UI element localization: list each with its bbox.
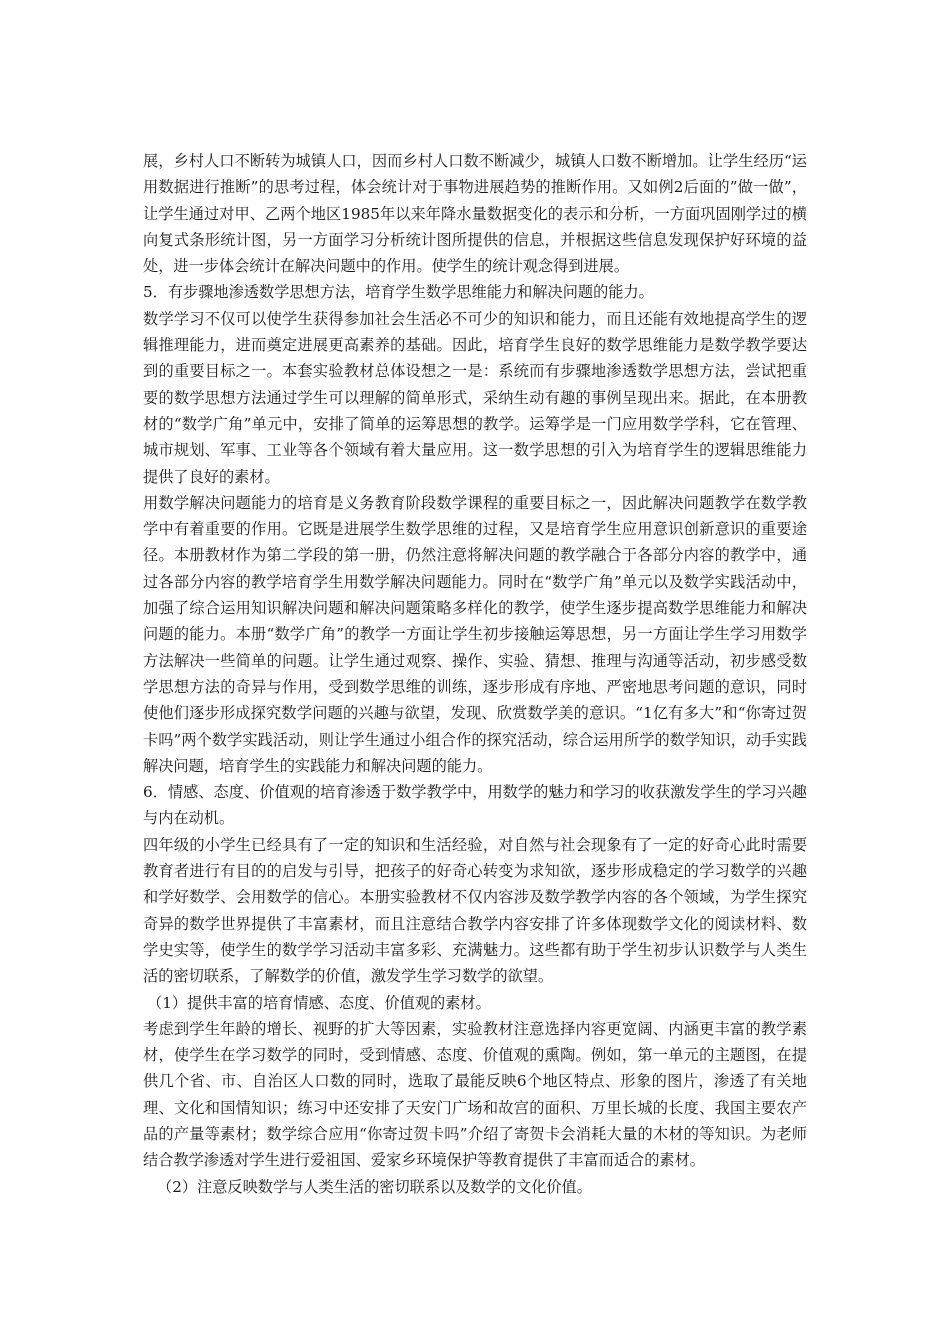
paragraph-fourth-grade-interest: 四年级的小学生已经具有了一定的知识和生活经验，对自然与社会现象有了一定的好奇心此时需要教育者进行有目的的启发与引导，把孩子的好奇心转变为求知欲，逐步形成稳定的学习数学的兴趣和学好数学、会用数学的信心。本册实验教材不仅内容涉及数学教学内容的各个领域，为学生探究奇异的数学世界提供了丰富素材，而且注意结合教学内容安排了许多体现数学文化的阅读材料、数学史实等，使学生的数学学习活动丰富多彩、充满魅力。这些都有助于学生初步认识数学与人类生活的密切联系，了解数学的价值，激发学生学习数学的欲望。 [143, 835, 807, 986]
document-page [143, 148, 807, 1200]
paragraph-problem-solving: 用数学解决问题能力的培育是义务教育阶段数学课程的重要目标之一，因此解决问题教学在数学教学中有着重要的作用。它既是进展学生数学思维的过程，又是培育学生应用意识创新意识的重要途径。本册教材作为第二学段的第一册，仍然注意将解决问题的教学融合于各部分内容的教学中，通过各部分内容的教学培育学生用数学解决问题能力。同时在“数学广角”单元以及数学实践活动中，加强了综合运用知识解决问题和解决问题策略多样化的教学，使学生逐步提高数学思维能力和解决问题的能力。本册“数学广角”的教学一方面让学生初步接触运筹思想，另一方面让学生学习用数学方法解决一些简单的问题。让学生通过观察、操作、实验、猜想、推理与沟通等活动，初步感受数学思想方法的奇异与作用，受到数学思维的训练，逐步形成有序地、严密地思考问题的意识，同时使他们逐步形成探究数学问题的兴趣与欲望，发现、欣赏数学美的意识。“1亿有多大”和“你寄过贺卡吗”两个数学实践活动，则让学生通过小组合作的探究活动，综合运用所学的数学知识，动手实践解决问题，培育学生的实践能力和解决问题的能力。 [143, 493, 807, 775]
subheading-item-1: （1）提供丰富的培育情感、态度、价值观的素材。 [147, 993, 491, 1012]
paragraph-statistics-trend: 展，乡村人口不断转为城镇人口，因而乡村人口数不断减少，城镇人口数不断增加。让学生经历“运用数据进行推断”的思考过程，体会统计对于事物进展趋势的推断作用。又如例2后面的”做一做”，让学生通过对甲、乙两个地区1985年以来年降水量数据变化的表示和分析，一方面巩固刚学过的横向复式条形统计图，另一方面学习分析统计图所提供的信息，并根据这些信息发现保护好环境的益处，进一步体会统计在解决问题中的作用。使学生的统计观念得到进展。 [143, 152, 807, 276]
heading-section-6: 6．情感、态度、价值观的培育渗透于数学教学中，用数学的魅力和学习的收获激发学生的学习兴趣与内在动机。 [143, 783, 807, 828]
subheading-item-2: （2）注意反映数学与人类生活的密切联系以及数学的文化价值。 [157, 1177, 592, 1196]
paragraph-math-thinking: 数学学习不仅可以使学生获得参加社会生活必不可少的知识和能力，而且还能有效地提高学生的逻辑推理能力，进而奠定进展更高素养的基础。因此，培育学生良好的数学思维能力是数学教学要达到的重要目标之一。本套实验教材总体设想之一是：系统而有步骤地渗透数学思想方法，尝试把重要的数学思想方法通过学生可以理解的简单形式，采纳生动有趣的事例呈现出来。据此，在本册教材的“数学广角”单元中，安排了简单的运筹思想的教学。运筹学是一门应用数学学科，它在管理、城市规划、军事、工业等各个领域有着大量应用。这一数学思想的引入为培育学生的逻辑思维能力提供了良好的素材。 [143, 309, 807, 486]
paragraph-teaching-materials: 考虑到学生年龄的增长、视野的扩大等因素，实验教材注意选择内容更宽阔、内涵更丰富的教学素材，使学生在学习数学的同时，受到情感、态度、价值观的熏陶。例如，第一单元的主题图，在提供几个省、市、自治区人口数的同时，选取了最能反映6个地区特点、形象的图片，渗透了有关地理、文化和国情知识；练习中还安排了天安门广场和故宫的面积、万里长城的长度、我国主要农产品的产量等素材；数学综合应用“你寄过贺卡吗”介绍了寄贺卡会消耗大量的木材的等知识。为老师结合教学渗透对学生进行爱祖国、爱家乡环境保护等教育提供了丰富而适合的素材。 [143, 1019, 807, 1170]
heading-section-5: 5．有步骤地渗透数学思想方法，培育学生数学思维能力和解决问题的能力。 [143, 283, 654, 302]
